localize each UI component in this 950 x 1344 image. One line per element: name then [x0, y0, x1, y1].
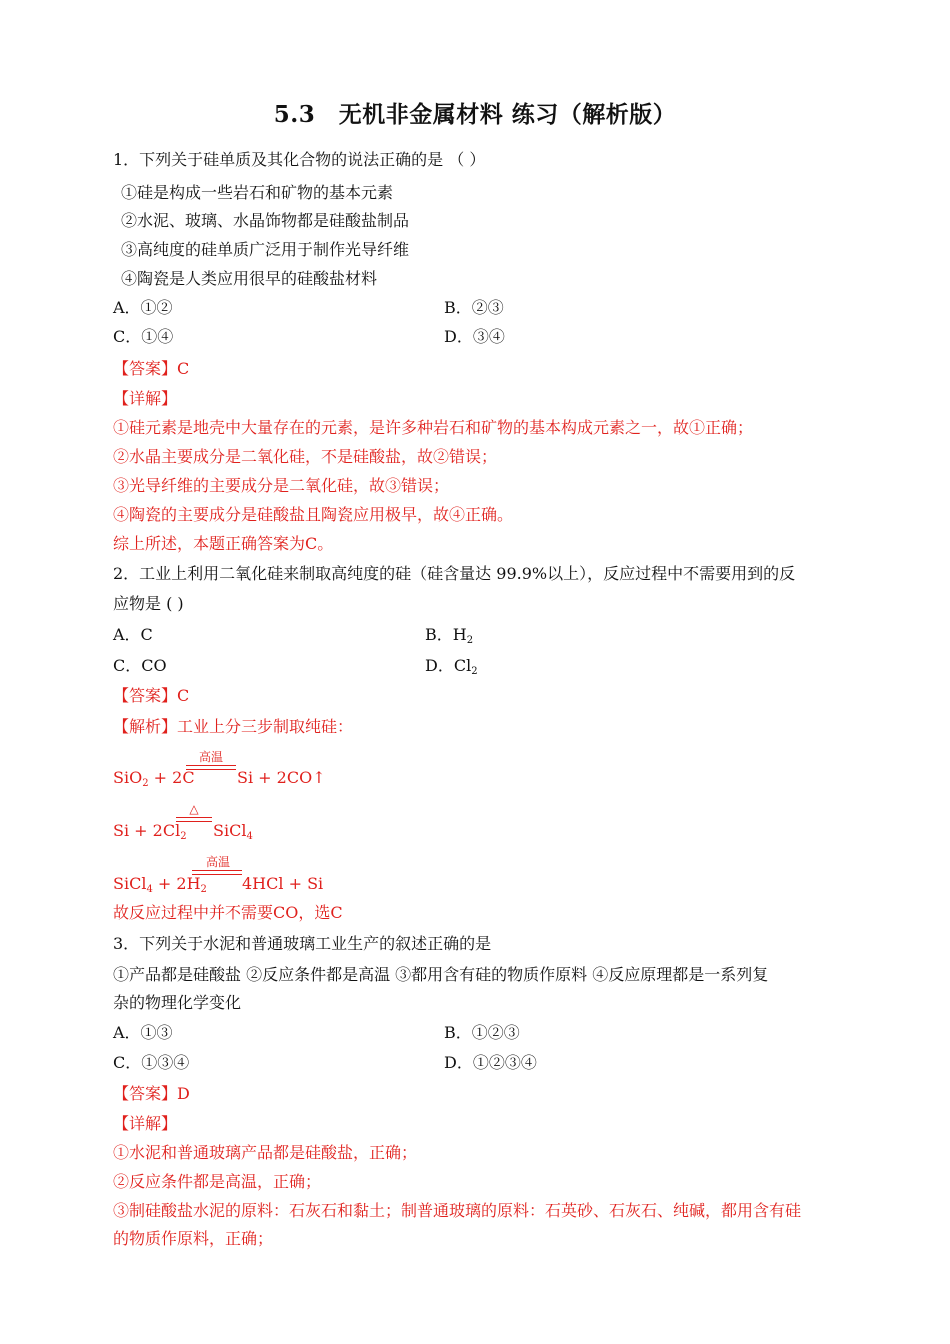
q3-detail-line-2: ②反应条件都是高温，正确；	[113, 1172, 322, 1191]
q1-detail-line-1: ①硅元素是地壳中大量存在的元素，是许多种岩石和矿物的基本构成元素之一，故①正确；	[113, 418, 754, 437]
q3-answer: 【答案】D	[113, 1084, 190, 1103]
q2-analysis: 【解析】工业上分三步制取纯硅：	[113, 717, 354, 736]
q2-option-a: A．C	[113, 625, 153, 644]
q3-detail-label: 【详解】	[113, 1114, 178, 1133]
q1-detail-line-3: ③光导纤维的主要成分是二氧化硅，故③错误；	[113, 476, 450, 495]
q1-detail-line-5: 综上所述，本题正确答案为C。	[113, 534, 334, 553]
eq2-left: $Si + 2Cl_2$	[113, 821, 187, 842]
q3-option-a: A．①③	[113, 1023, 173, 1042]
eq3-left: SiCl$_4$ + $2H_2$	[113, 874, 207, 895]
q2-stem-line-1: 2．工业上利用二氧化硅来制取高纯度的硅（硅含量达 99.9%以上），反应过程中不需要用到的反	[113, 564, 796, 583]
q1-item-2: ②水泥、玻璃、水晶饰物都是硅酸盐制品	[121, 211, 410, 230]
q2-option-b: B．$H_2$	[425, 625, 474, 646]
eq3-condition: 高温	[205, 855, 230, 869]
q3-detail-line-3: ③制硅酸盐水泥的原料：石灰石和黏土；制普通玻璃的原料：石英砂、石灰石、纯碱，都用含有硅	[113, 1201, 802, 1220]
eq2-right: SiCl$_4$	[213, 821, 253, 842]
eq2-condition: △	[189, 802, 199, 816]
q1-answer: 【答案】C	[113, 359, 190, 378]
q3-items-line-2: 杂的物理化学变化	[113, 993, 242, 1012]
q1-item-4: ④陶瓷是人类应用很早的硅酸盐材料	[121, 269, 378, 288]
q1-item-3: ③高纯度的硅单质广泛用于制作光导纤维	[121, 240, 410, 259]
q3-items-line-1: ①产品都是硅酸盐 ②反应条件都是高温 ③都用含有硅的物质作原料 ④反应原理都是一系列复	[113, 965, 769, 984]
q2-option-c: C．CO	[113, 656, 167, 675]
q1-option-d: D．③④	[444, 327, 505, 346]
q1-stem: 1．下列关于硅单质及其化合物的说法正确的是 （ ）	[113, 150, 486, 169]
q1-item-1: ①硅是构成一些岩石和矿物的基本元素	[121, 183, 394, 202]
q3-detail-line-1: ①水泥和普通玻璃产品都是硅酸盐，正确；	[113, 1143, 418, 1162]
eq1-condition: 高温	[198, 750, 223, 764]
q2-answer: 【答案】C	[113, 686, 190, 705]
q1-detail-label: 【详解】	[113, 389, 178, 408]
q2-conclusion: 故反应过程中并不需要CO，选C	[113, 903, 343, 922]
q1-option-a: A．①②	[113, 298, 173, 317]
eq1-right: Si + 2CO↑	[237, 768, 326, 787]
page-title: 5.3 无机非金属材料 练习（解析版）	[273, 101, 677, 128]
eq1-left: SiO$_2$ + 2C	[113, 768, 195, 789]
q1-detail-line-2: ②水晶主要成分是二氧化硅，不是硅酸盐，故②错误；	[113, 447, 498, 466]
q3-option-c: C．①③④	[113, 1053, 190, 1072]
q3-stem: 3．下列关于水泥和普通玻璃工业生产的叙述正确的是	[113, 934, 492, 953]
q2-stem-line-2: 应物是 ( )	[113, 594, 184, 613]
q3-option-b: B．①②③	[444, 1023, 520, 1042]
eq3-right: 4HCl + Si	[242, 874, 324, 893]
q1-option-c: C．①④	[113, 327, 174, 346]
q3-detail-line-4: 的物质作原料，正确；	[113, 1229, 274, 1248]
q1-option-b: B．②③	[444, 298, 504, 317]
q3-option-d: D．①②③④	[444, 1053, 537, 1072]
q2-option-d: D．$Cl_2$	[425, 656, 478, 677]
q1-detail-line-4: ④陶瓷的主要成分是硅酸盐且陶瓷应用极早，故④正确。	[113, 505, 514, 524]
